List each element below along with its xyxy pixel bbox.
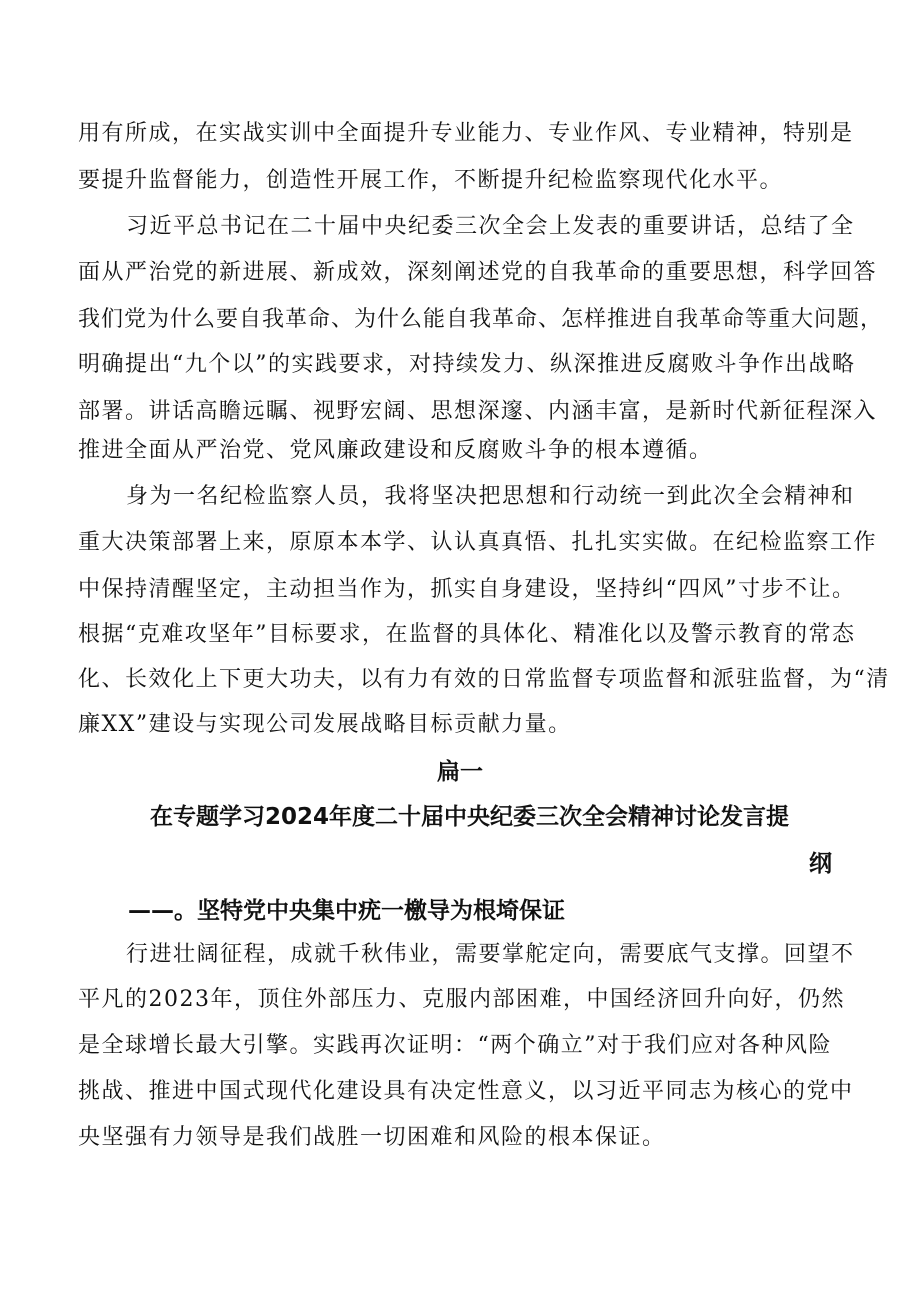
section-heading: ——。坚特党中央集中疣一檄导为根埼保证 [128,898,565,924]
paragraph-4-line-3: 是全球增长最大引擎。实践再次证明：“两个确立”对于我们应对各种风险 [78,1033,832,1058]
paragraph-3-line-2: 重大决策部署上来，原原本本学、认认真真悟、扎扎实实做。在纪检监察工作 [78,530,878,555]
paragraph-3-line-4: 根据“克难攻坚年”目标要求，在监督的具体化、精准化以及警示教育的常态 [78,622,856,647]
paragraph-4-line-1: 行进壮阔征程，成就千秋伟业，需要掌舵定向，需要底气支撑。回望不 [126,942,855,967]
paragraph-4-line-2: 平凡的2023年，顶住外部压力、克服内部困难，中国经济回升向好，仍然 [78,987,845,1012]
subtitle-line-2: 纲 [809,851,832,877]
paragraph-2-line-1: 习近平总书记在二十届中央纪委三次全会上发表的重要讲话，总结了全 [126,214,855,239]
paragraph-2-line-4: 明确提出“九个以”的实践要求，对持续发力、纵深推进反腐败斗争作出战略 [78,352,856,377]
paragraph-1-line-2: 要提升监督能力，创造性开展工作，不断提升纪检监察现代化水平。 [78,168,784,193]
paragraph-4-line-5: 央坚强有力领导是我们战胜一切困难和风险的根本保证。 [78,1125,666,1150]
paragraph-1-line-1: 用有所成，在实战实训中全面提升专业能力、专业作风、专业精神，特别是 [78,121,854,146]
paragraph-3-line-5: 化、长效化上下更大功夫，以有力有效的日常监督专项监督和派驻监督，为“清 [78,667,890,692]
paragraph-3-line-1: 身为一名纪检监察人员，我将坚决把思想和行动统一到此次全会精神和 [126,484,855,509]
paragraph-3-line-3: 中保持清醒坚定，主动担当作为，抓实自身建设，坚持纠“四风”寸步不让。 [78,577,856,602]
paragraph-2-line-3: 我们党为什么要自我革命、为什么能自我革命、怎样推进自我革命等重大问题， [78,307,884,332]
paragraph-2-line-6: 推进全面从严治党、党风廉政建设和反腐败斗争的根本遵循。 [78,438,713,463]
paragraph-2-line-5: 部署。讲话高瞻远瞩、视野宏阔、思想深邃、内涵丰富，是新时代新征程深入 [78,399,878,424]
paragraph-2-line-2: 面从严治党的新进展、新成效，深刻阐述党的自我革命的重要思想，科学回答 [78,260,878,285]
subtitle-line-1: 在专题学习2024年度二十届中央纪委三次全会精神讨论发言提 [150,804,790,830]
paragraph-4-line-4: 挑战、推进中国式现代化建设具有决定性意义，以习近平同志为核心的党中 [78,1079,854,1104]
paragraph-3-line-6: 廉XX”建设与实现公司发展战略目标贡献力量。 [78,712,572,737]
section-label: 扁一 [437,759,483,785]
